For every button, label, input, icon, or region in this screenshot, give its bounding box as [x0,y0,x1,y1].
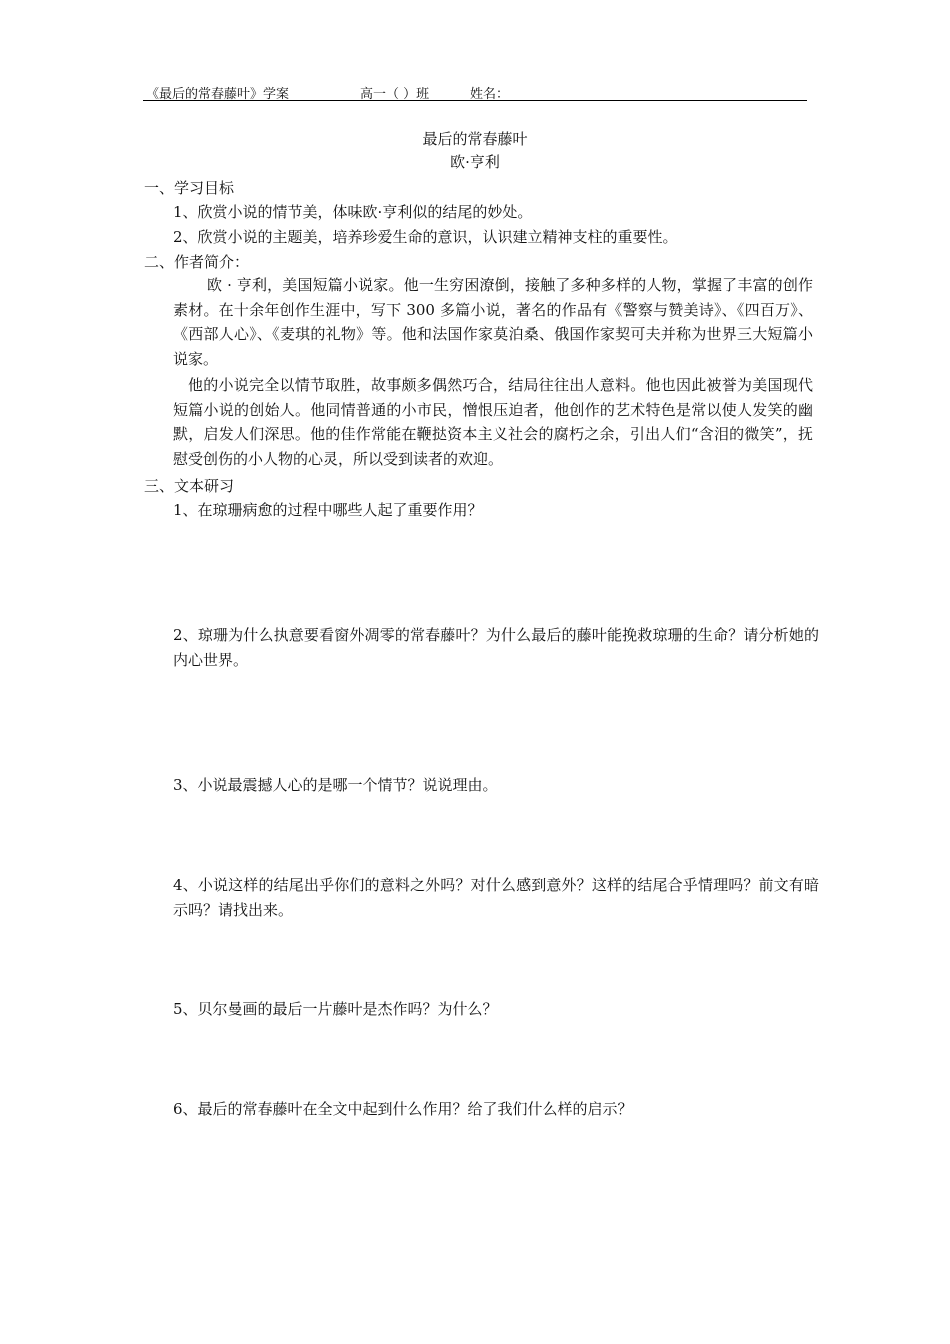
section-heading-study: 三、文本研习 [144,477,235,495]
author-name: 欧·亨利 [450,153,500,171]
section-heading-author: 二、作者简介： [144,253,250,271]
header-divider [143,100,807,101]
header-doc-title: 《最后的常春藤叶》学案 [146,87,290,102]
goal-item: 1、欣赏小说的情节美，体味欧·亨利似的结尾的妙处。 [173,203,533,221]
author-paragraph: 他的小说完全以情节取胜，故事颇多偶然巧合，结局往往出人意料。他也因此被誉为美国现代短篇小说的创始人。他同情普通的小市民，憎恨压迫者，他创作的艺术特色是常以使人发笑的幽默，启发人们深思。他的佳作常能在鞭挞资本主义社会的腐朽之余，引出人们“含泪的微笑”，抚慰受创伤的小人物的心灵，所以受到读者的欢迎。 [173,376,813,468]
header-class-label: 高一（ ）班 [360,87,430,102]
question-item: 1、在琼珊病愈的过程中哪些人起了重要作用？ [173,501,483,519]
question-item: 6、最后的常春藤叶在全文中起到什么作用？给了我们什么样的启示？ [173,1100,633,1118]
question-item: 5、贝尔曼画的最后一片藤叶是杰作吗？为什么？ [173,1000,498,1018]
author-paragraph: 欧 · 亨利，美国短篇小说家。他一生穷困潦倒，接触了多种多样的人物，掌握了丰富的创作素材。在十余年创作生涯中，写下 300 多篇小说，著名的作品有《警察与赞美诗》、《四百万》、《西部人心》、《麦琪的礼物》等。他和法国作家莫泊桑、俄国作家契可夫并称为世界三大短篇小说家。 [173,276,813,368]
question-item: 4、小说这样的结尾出乎你们的意料之外吗？对什么感到意外？这样的结尾合乎情理吗？前文有暗示吗？请找出来。 [173,876,819,919]
header-name-label: 姓名： [470,87,510,102]
question-item: 2、琼珊为什么执意要看窗外凋零的常春藤叶？为什么最后的藤叶能挽救琼珊的生命？请分析她的内心世界。 [173,626,819,669]
section-heading-goals: 一、学习目标 [144,179,235,197]
goal-item: 2、欣赏小说的主题美，培养珍爱生命的意识，认识建立精神支柱的重要性。 [173,228,678,246]
question-item: 3、小说最震撼人心的是哪一个情节？说说理由。 [173,776,498,794]
page-title: 最后的常春藤叶 [422,130,528,148]
